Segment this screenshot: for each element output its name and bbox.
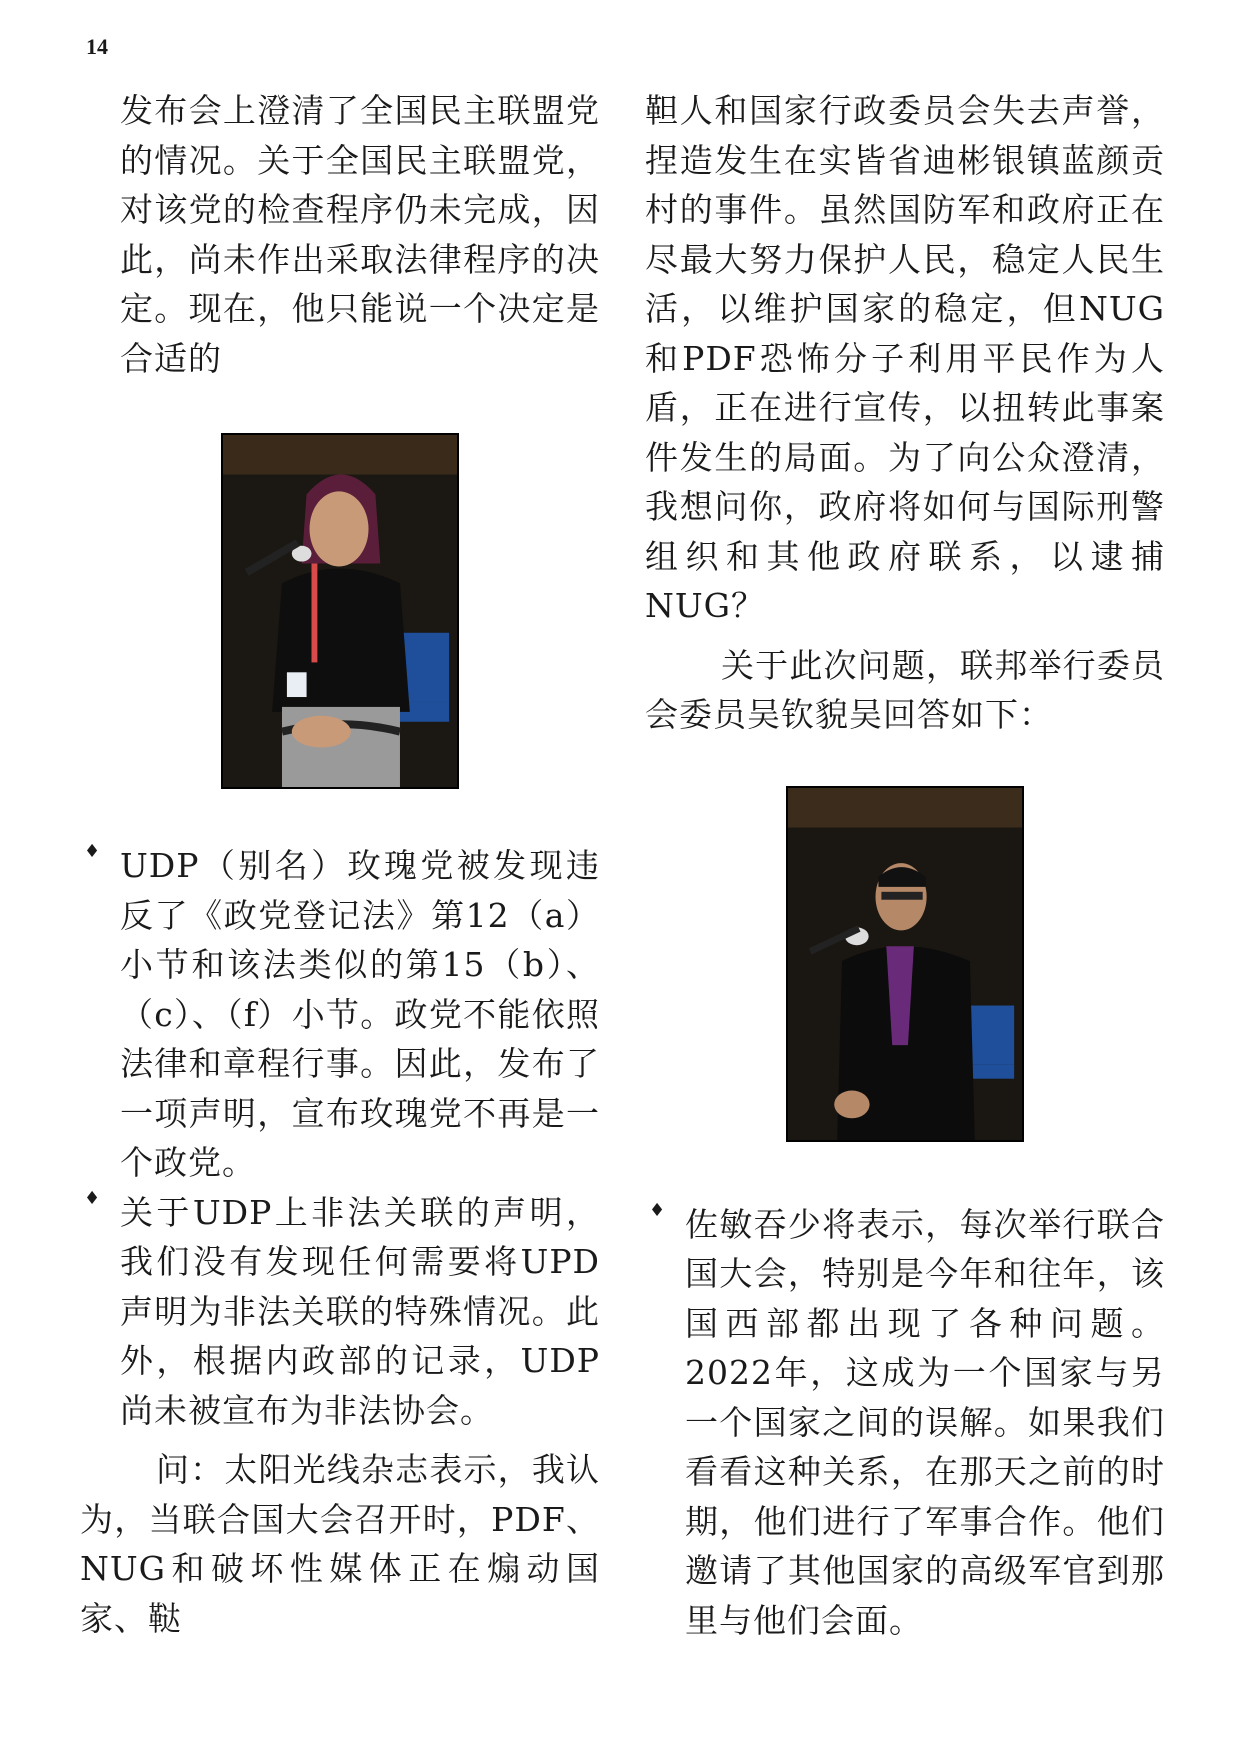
question-paragraph: 问：太阳光线杂志表示，我认为，当联合国大会召开时，PDF、NUG和破坏性媒体正在煽动国家、鞑 xyxy=(80,1450,600,1638)
bullet-text: UDP（别名）玫瑰党被发现违反了《政党登记法》第12（a）小节和该法类似的第15（b）、（c）、（f）小节。政党不能依照法律和章程行事。因此，发布了一项声明，宣布玫瑰党不再是一个政党。 xyxy=(120,846,600,1182)
photo-container-woman xyxy=(80,433,600,789)
answer-intro-paragraph: 关于此次问题，联邦举行委员会委员吴钦貌吴回答如下： xyxy=(645,645,1165,734)
diamond-bullet-icon: ♦ xyxy=(84,841,101,862)
photo-man-speaking xyxy=(786,786,1024,1142)
intro-paragraph: 发布会上澄清了全国民主联盟党的情况。关于全国民主联盟党，对该党的检查程序仍未完成，因此，尚未作出采取法律程序的决定。现在，他只能说一个决定是合适的 xyxy=(120,91,600,378)
bullet-item-udp-illegal-association xyxy=(80,1188,600,1436)
photo-container-man xyxy=(645,786,1165,1142)
bullet-text: 关于UDP上非法关联的声明，我们没有发现任何需要将UPD声明为非法关联的特殊情况。此外，根据内政部的记录，UDP尚未被宣布为非法协会。 xyxy=(120,1192,600,1430)
bullet-item-udp-rose-party xyxy=(80,841,600,1188)
continuation-paragraph: 靼人和国家行政委员会失去声誉，捏造发生在实皆省迪彬银镇蓝颜贡村的事件。虽然国防军和政府正在尽最大努力保护人民，稳定人民生活，以维护国家的稳定，但NUG和PDF恐怖分子利用平民作为人盾，正在进行宣传，以扭转此事案件发生的局面。为了向公众澄清，我想问你，政府将如何与国际刑警组织和其他政府联系，以逮捕NUG？ xyxy=(645,91,1165,625)
bullet-item-west-issues xyxy=(645,1200,1165,1646)
left-bullet-list xyxy=(80,841,600,1435)
diamond-bullet-icon: ♦ xyxy=(84,1187,101,1209)
photo-woman-speaking xyxy=(221,433,459,789)
photo-man-illustration xyxy=(788,788,1022,1140)
diamond-bullet-icon: ♦ xyxy=(649,1199,666,1221)
right-column xyxy=(645,86,1165,1645)
photo-woman-illustration xyxy=(223,435,457,787)
left-column xyxy=(80,86,600,1643)
page-number: 14 xyxy=(86,34,108,59)
right-bullet-list xyxy=(645,1200,1165,1646)
bullet-text: 佐敏吞少将表示，每次举行联合国大会，特别是今年和往年，该国西部都出现了各种问题。2022年，这成为一个国家与另一个国家之间的误解。如果我们看看这种关系，在那天之前的时期，他们进行了军事合作。他们邀请了其他国家的高级军官到那里与他们会面。 xyxy=(685,1204,1165,1640)
